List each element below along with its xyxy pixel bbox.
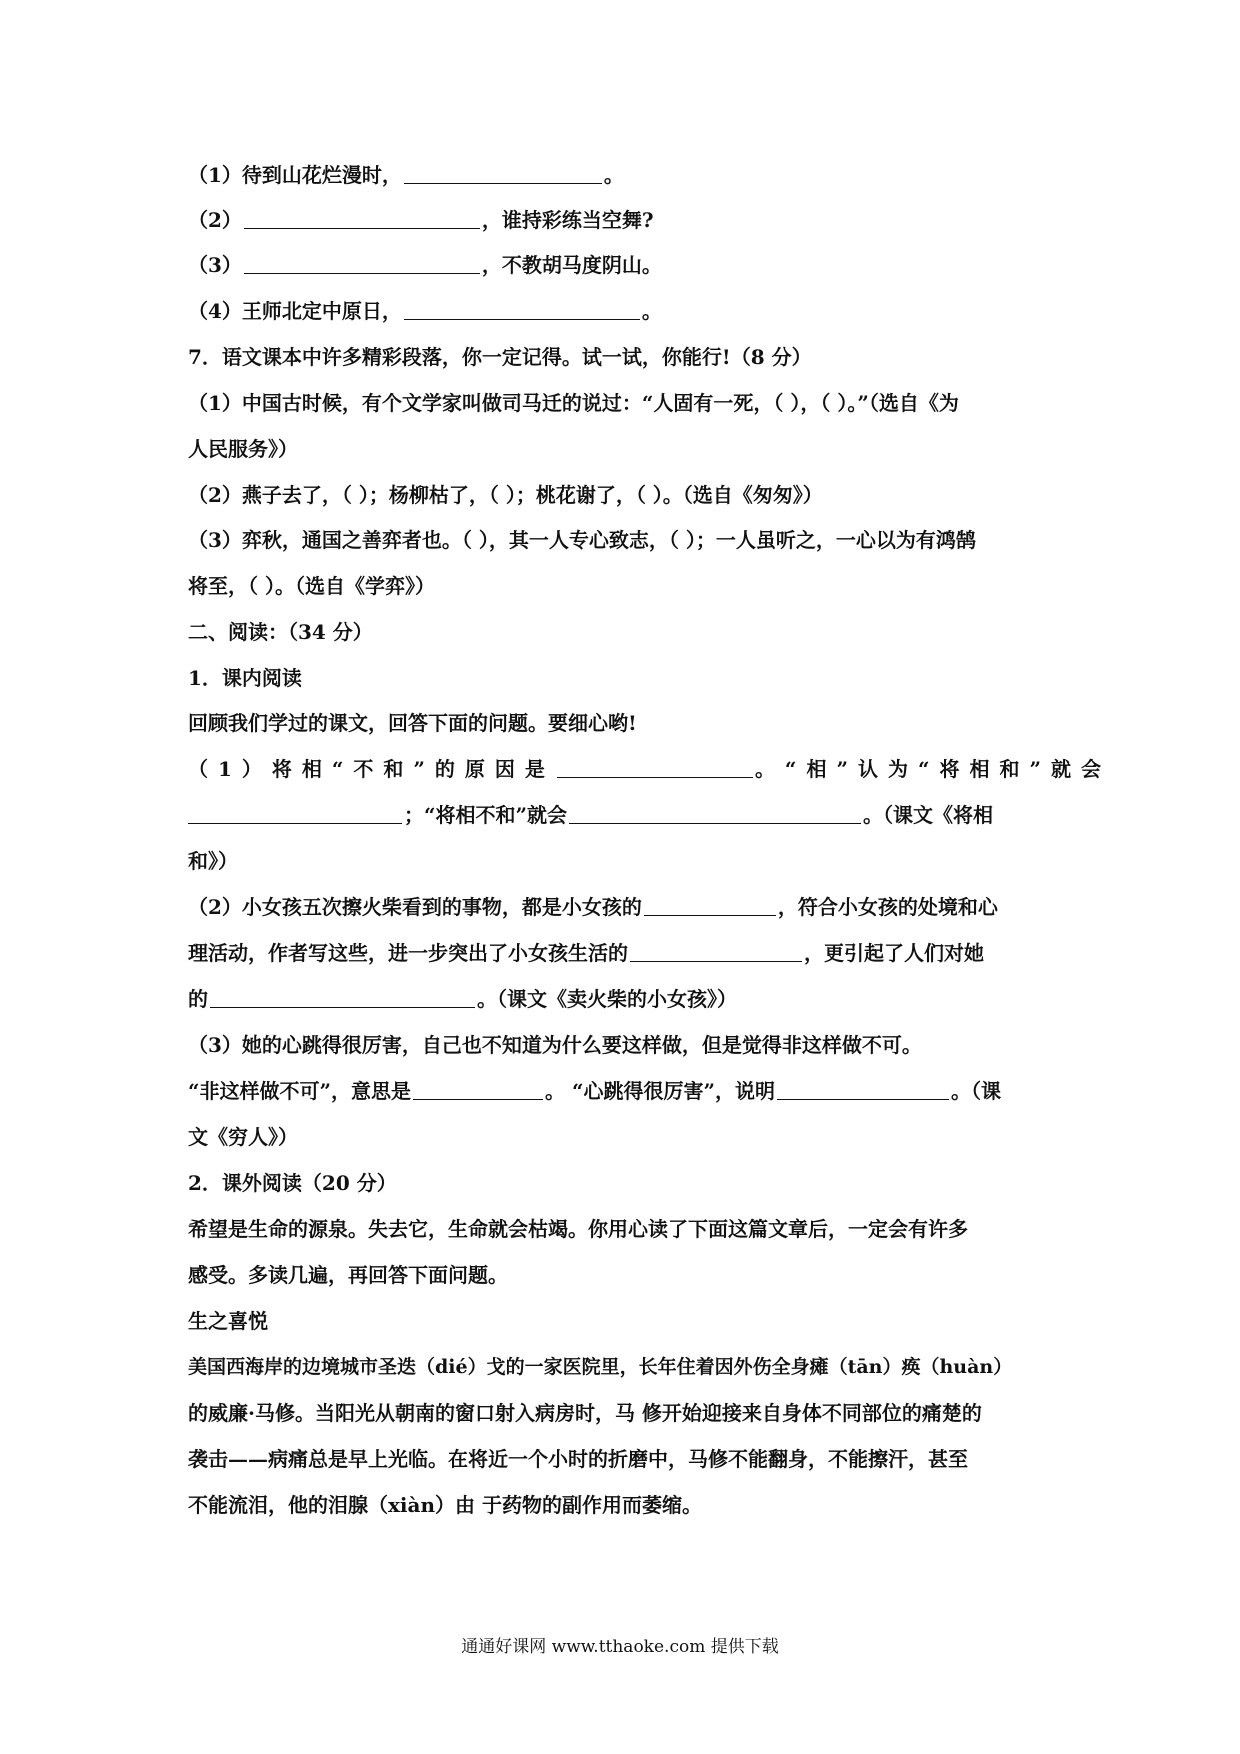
reading-1-text-b: 。“相”认为“将相和”就会 [754, 757, 1111, 781]
answer-blank[interactable] [210, 985, 475, 1008]
q7-title: 7．语文课本中许多精彩段落，你一定记得。试一试，你能行!（8 分） [188, 345, 812, 369]
q6-item-4-end: 。 [641, 299, 662, 323]
q6-item-2-label: （2） [188, 208, 242, 232]
reading-1-text-c: ；“将相不和”就会 [404, 803, 568, 827]
reading-3-text-a: “非这样做不可”，意思是 [188, 1079, 412, 1103]
passage-intro-line-2: 感受。多读几遍，再回答下面问题。 [188, 1263, 508, 1287]
reading-2-text-b: ，符合小女孩的处境和心 [777, 895, 998, 919]
reading-2-text-a: （2）小女孩五次擦火柴看到的事物，都是小女孩的 [188, 895, 642, 919]
reading-2-line-2 [188, 938, 1058, 968]
reading-1-line-2 [188, 800, 1058, 830]
q6-item-3 [188, 250, 1058, 280]
section-2-sub-1: 1．课内阅读 [188, 666, 302, 690]
answer-blank[interactable] [413, 1077, 543, 1100]
story-line-3: 袭击——病痛总是早上光临。在将近一个小时的折磨中，马修不能翻身，不能擦汗，甚至 [188, 1447, 968, 1471]
section-2-title: 二、阅读：（34 分） [188, 620, 373, 644]
q7-item-2: （2）燕子去了，（ ）；杨柳枯了，（ ）；桃花谢了，（ ）。（选自《匆匆》） [188, 483, 823, 507]
q6-item-3-text: ，不教胡马度阴山。 [481, 253, 662, 277]
reading-2-line-3 [188, 984, 1058, 1014]
answer-blank[interactable] [188, 801, 402, 824]
answer-blank[interactable] [569, 801, 861, 824]
q6-item-1-end: 。 [603, 163, 624, 187]
answer-blank[interactable] [404, 297, 640, 320]
answer-blank[interactable] [644, 893, 776, 916]
reading-2-text-e: 的 [188, 987, 208, 1011]
reading-3-text-b: 。 “心跳得很厉害”，说明 [545, 1079, 775, 1103]
q6-item-4-text: （4）王师北定中原日， [188, 299, 402, 323]
reading-1-text-a: （1）将相“不和”的原因是 [188, 757, 555, 781]
q6-item-3-label: （3） [188, 253, 242, 277]
answer-blank[interactable] [244, 206, 480, 229]
q7-item-3-line-1: （3）弈秋，通国之善弈者也。（ ），其一人专心致志，（ ）；一人虽听之，一心以为有鸿鹄 [188, 528, 976, 552]
section-2-sub-2: 2．课外阅读（20 分） [188, 1171, 397, 1195]
reading-1-line-1 [188, 754, 1111, 784]
story-title: 生之喜悦 [188, 1309, 268, 1333]
story-line-1: 美国西海岸的边境城市圣迭（dié）戈的一家医院里，长年住着因外伤全身瘫（tān）痪（huàn） [188, 1356, 1013, 1378]
story-line-4: 不能流泪，他的泪腺（xiàn）由 于药物的副作用而萎缩。 [188, 1493, 702, 1517]
reading-1-line-3: 和》） [188, 849, 238, 873]
reading-1-text-d: 。（课文《将相 [863, 803, 994, 827]
q6-item-4 [188, 296, 1058, 326]
q6-item-1-text: （1）待到山花烂漫时， [188, 163, 402, 187]
answer-blank[interactable] [630, 939, 802, 962]
story-line-2: 的威廉·马修。当阳光从朝南的窗口射入病房时，马 修开始迎接来自身体不同部位的痛楚的 [188, 1401, 982, 1425]
page-footer: 通通好课网 www.tthaoke.com 提供下载 [461, 1637, 779, 1657]
q6-item-1 [188, 160, 1058, 190]
reading-2-text-c: 理活动，作者写这些，进一步突出了小女孩生活的 [188, 941, 628, 965]
reading-2-text-d: ，更引起了人们对她 [804, 941, 984, 965]
reading-3-line-1: （3）她的心跳得很厉害，自己也不知道为什么要这样做，但是觉得非这样做不可。 [188, 1033, 922, 1057]
section-2-intro: 回顾我们学过的课文，回答下面的问题。要细心哟! [188, 711, 637, 735]
reading-2-text-f: 。（课文《卖火柴的小女孩》） [477, 987, 737, 1011]
q7-item-1-line-1: （1）中国古时候，有个文学家叫做司马迁的说过：“人固有一死，（ ），（ ）。”（选自《为 [188, 391, 959, 415]
q6-item-2 [188, 205, 1058, 235]
reading-3-text-c: 。（课 [951, 1079, 1001, 1103]
passage-intro-line-1: 希望是生命的源泉。失去它，生命就会枯竭。你用心读了下面这篇文章后，一定会有许多 [188, 1217, 968, 1241]
answer-blank[interactable] [777, 1077, 949, 1100]
reading-3-line-3: 文《穷人》） [188, 1125, 298, 1149]
q7-item-1-line-2: 人民服务》） [188, 437, 298, 461]
answer-blank[interactable] [557, 755, 753, 778]
answer-blank[interactable] [244, 251, 480, 274]
reading-3-line-2 [188, 1076, 1058, 1106]
reading-2-line-1 [188, 892, 1058, 922]
q7-item-3-line-2: 将至，（ ）。（选自《学弈》） [188, 574, 435, 598]
answer-blank[interactable] [404, 161, 602, 184]
q6-item-2-text: ，谁持彩练当空舞? [481, 208, 654, 232]
